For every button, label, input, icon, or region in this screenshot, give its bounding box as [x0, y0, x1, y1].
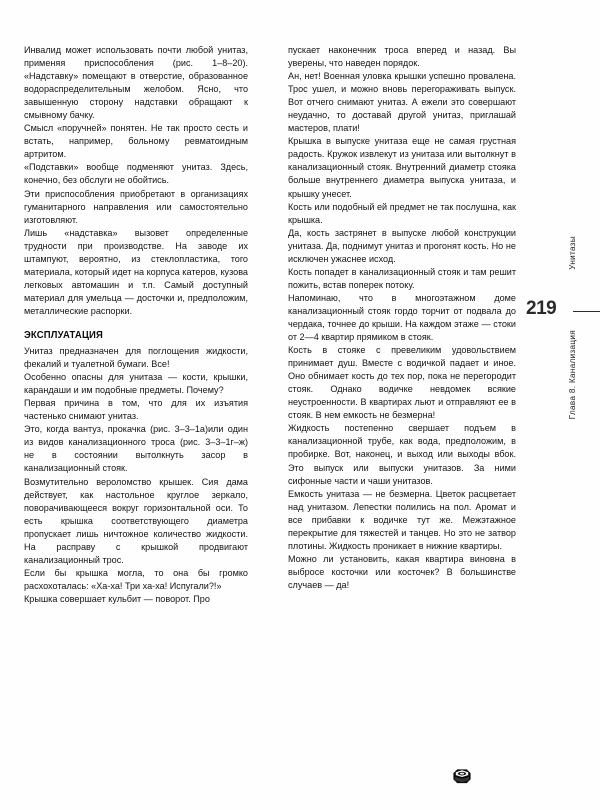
- section-heading: ЭКСПЛУАТАЦИЯ: [24, 329, 104, 341]
- paragraph: Да, кость застрянет в выпуске любой конструкции унитаза. Да, поднимут унитаз и прогонят кость. Но не исключен ужаснее исход.: [288, 227, 516, 264]
- paragraph: Кость в стояке с превеликим удовольствием принимает душ. Вместе с водичкой падает и иное. Оно обнимает кость до тех пор, пока не перегородит стояк. Однако водичке невдомек всякие неустроенности. В квартирах льют и отправляют ее в стояк. В нем емкость не безмерна!: [288, 345, 516, 421]
- paragraph: Напоминаю, что в многоэтажном доме канализационный стояк гордо торчит от подвала до чердака, точнее до крыши. На каждом этаже — стоки от 2—4 квартир прямиком в стояк.: [288, 292, 516, 343]
- paragraph: Кость попадет в канализационный стояк и там решит пожить, встав поперек потоку.: [288, 266, 516, 290]
- paragraph: Первая причина в том, что для их изъятия частенько снимают унитаз.: [24, 398, 248, 422]
- paragraph: Унитаз предназначен для поглощения жидкости, фекалий и туалетной бумаги. Все!: [24, 346, 248, 370]
- text-column-right: [288, 44, 516, 592]
- paragraph: Если бы крышка могла, то она бы громко расхохоталась: «Ха-ха! Три ха-ха! Испугали?!»: [24, 567, 248, 591]
- paragraph: Смысл «поручней» понятен. Не так просто сесть и встать, например, больному ревматоидным артритом.: [24, 123, 248, 160]
- page-margin-furniture: [520, 0, 600, 810]
- plumbing-nut-icon: [450, 766, 474, 787]
- paragraph: Возмутительно вероломство крышек. Сия дама действует, как настольное круглое зеркало, поворачивающееся вокруг горизонтальной оси. То есть крышка соответствующего диаметра пропускает лишь ничтожное количество жидкости. На расправу с крышкой продвигают канализационный трос.: [24, 476, 248, 565]
- paragraph: Жидкость постепенно свершает подъем в канализационной трубе, как вода, предположим, в пробирке. Вот, наконец, и выход или выходы вбок. Это выпуск или выпуски унитазов. За ними сифонные части и чаши унитазов.: [288, 423, 516, 486]
- page-number: 219: [526, 298, 557, 319]
- paragraph: Крышка в выпуске унитаза еще не самая грустная радость. Кружок извлекут из унитаза или вытолкнут в канализационный стояк. Внутренний диаметр стояка больше внутреннего диаметра выпуска унитаза, и крышку унесет.: [288, 136, 516, 199]
- paragraph: Крышка совершает кульбит — поворот. Про: [24, 593, 210, 604]
- paragraph: Лишь «надставка» вызовет определенные трудности при производстве. На заводе их штампуют, вероятно, из стеклопластика, того материала, который идет на корпуса катеров, кузова легковых автомашин и т.п. Самый доступный материал для умельца — досточки и, предположим, металлические распорки.: [24, 227, 248, 316]
- paragraph: Кость или подобный ей предмет не так послушна, как крышка.: [288, 201, 516, 225]
- running-head-section: Унитазы: [568, 236, 577, 270]
- paragraph: «Подставки» вообще подменяют унитаз. Здесь, конечно, без обслуги не обойтись.: [24, 162, 248, 186]
- paragraph: Особенно опасны для унитаза — кости, крышки, карандаши и им подобные предметы. Почему?: [24, 372, 248, 396]
- paragraph: Можно ли установить, какая квартира виновна в выбросе косточки или косточек? В большинстве случаев — да!: [288, 553, 516, 590]
- paragraph: Емкость унитаза — не безмерна. Цветок расцветает над унитазом. Лепестки полились на пол. Аромат и все прибавки к водичке тут же. Межэтажное перекрытие для тяжестей и танцев. Но это не затвор плотины. Жидкость проникает в нижние квартиры.: [288, 488, 516, 551]
- running-head-chapter: Глава 8. Канализация: [568, 330, 577, 420]
- margin-divider: [573, 311, 600, 312]
- paragraph: Ан, нет! Военная уловка крышки успешно провалена. Трос ушел, и можно вновь перегораживать выпуск. Вот отчего снимают унитаз. А ежели это совершают неудачно, то доставай другой унитаз, приглашай мастеров, плати!: [288, 71, 516, 134]
- paragraph: пускает наконечник троса вперед и назад. Вы уверены, что наведен порядок.: [288, 45, 516, 69]
- text-column-left: [24, 44, 248, 606]
- paragraph: Эти приспособления приобретают в организациях гуманитарного направления или самостоятельно изготовляют.: [24, 188, 248, 225]
- paragraph: Это, когда вантуз, прокачка (рис. 3–3–1а)или один из видов канализационного троса (рис. 3–3–1г–ж) не в состоянии вытолкнуть засор в канализационный стояк.: [24, 424, 248, 474]
- paragraph: Инвалид может использовать почти любой унитаз, применяя приспособления (рис. 1–8–20). «Надставку» помещают в отверстие, образованное водораспределительным желобом. Ясно, что завышенную сторону надставки обращают к смывному бачку.: [24, 45, 248, 121]
